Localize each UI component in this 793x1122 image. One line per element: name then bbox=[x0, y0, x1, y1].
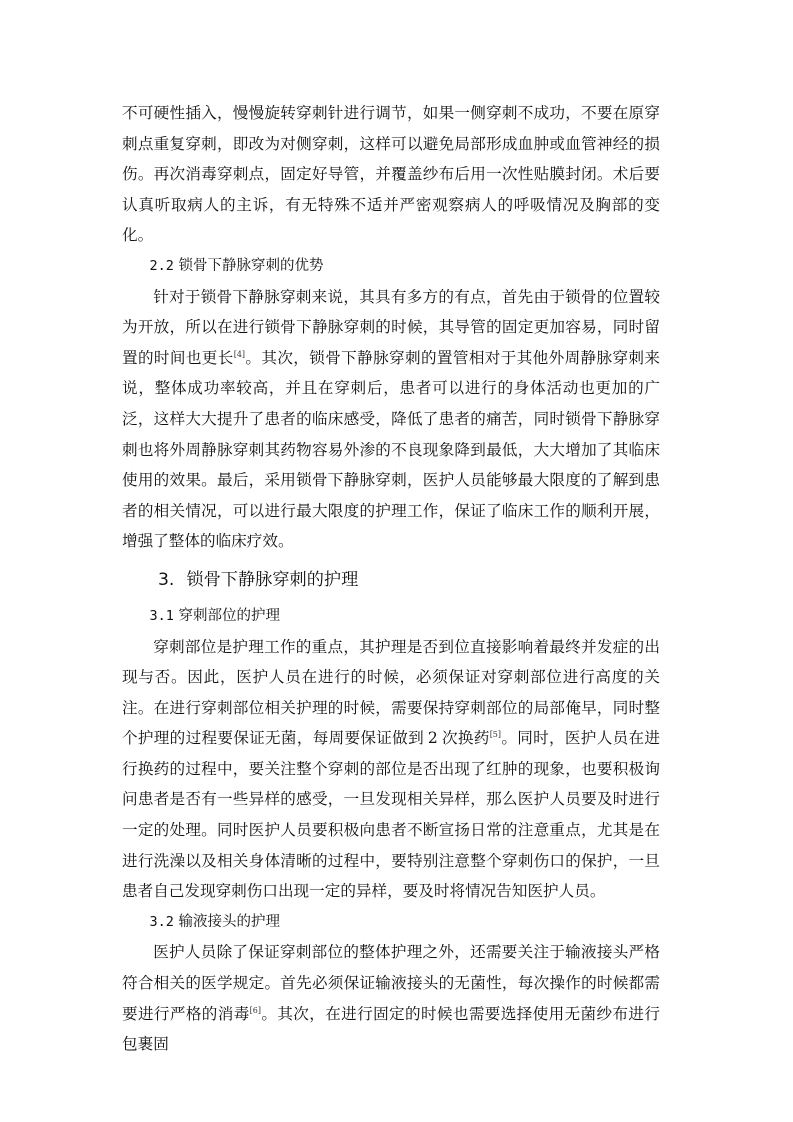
subheading-number: 3.1 bbox=[149, 607, 174, 624]
text-run: 穿刺部位是护理工作的重点，其护理是否到位直接影响着最终并发症的出现与否。因此，医护人员在进行的时候，必须保证对穿刺部位进行高度的关注。在进行穿刺部位相关护理的时候，需要保持穿刺部位的局部俺早，同时整个护理的过程要保证无菌，每周要保证做到 bbox=[122, 637, 660, 748]
subheading-number: 3.2 bbox=[149, 913, 174, 930]
subheading-3-1 bbox=[122, 601, 660, 632]
document-page bbox=[122, 98, 660, 1060]
subheading-3-2 bbox=[122, 907, 660, 938]
subheading-title: 输液接头的护理 bbox=[178, 913, 281, 930]
citation-6: [6] bbox=[249, 1005, 262, 1015]
text-run: 2 bbox=[427, 729, 438, 748]
paragraph-puncture-procedure: 不可硬性插入，慢慢旋转穿刺针进行调节，如果一侧穿刺不成功，不要在原穿刺点重复穿刺，即改为对侧穿刺，这样可以避免局部形成血肿或血管神经的损伤。再次消毒穿刺点，固定好导管，并覆盖纱布后用一次性贴膜封闭。术后要认真听取病人的主诉，有无特殊不适并严密观察病人的呼吸情况及胸部的变化。 bbox=[122, 104, 660, 245]
text-run: 。其次，在进行固定的时候也需要选择使用无菌纱布进行包裹固 bbox=[122, 1004, 660, 1054]
paragraph-infusion-connector-care bbox=[122, 937, 660, 1059]
section-heading-3 bbox=[122, 563, 660, 597]
section-title: 锁骨下静脉穿刺的护理 bbox=[186, 569, 359, 590]
citation-5: [5] bbox=[489, 730, 502, 740]
text-run: 次换药 bbox=[441, 729, 490, 748]
subheading-number: 2.2 bbox=[149, 257, 174, 274]
paragraph-advantages bbox=[122, 282, 660, 557]
paragraph-puncture-site-care bbox=[122, 632, 660, 907]
citation-4: [4] bbox=[233, 349, 246, 359]
text-run: 。同时，医护人员在进行换药的过程中，要关注整个穿刺的部位是否出现了红肿的现象，也要积极询问患者是否有一些异样的感受，一旦发现相关异样，那么医护人员要及时进行一定的处理。同时医护人员要积极向患者不断宣扬日常的注意重点，尤其是在进行洗澡以及相关身体清晰的过程中，要特别注意整个穿刺伤口的保护，一旦患者自己发现穿刺伤口出现一定的异样，要及时将情况告知医护人员。 bbox=[122, 729, 660, 901]
subheading-2-2 bbox=[122, 251, 660, 282]
subheading-title: 锁骨下静脉穿刺的优势 bbox=[178, 257, 324, 274]
text-run: 医护人员除了保证穿刺部位的整体护理之外，还需要关注于输液接头严格符合相关的医学规定。首先必须保证输液接头的无菌性，每次操作的时候都需要进行严格的消毒 bbox=[122, 943, 660, 1023]
text-run: 。其次，锁骨下静脉穿刺的置管相对于其他外周静脉穿刺来说，整体成功率较高，并且在穿刺后，患者可以进行的身体活动也更加的广泛，这样大大提升了患者的临床感受，降低了患者的痛苦，同时锁骨下静脉穿刺也将外周静脉穿刺其药物容易外渗的不良现象降到最低，大大增加了其临床使用的效果。最后，采用锁骨下静脉穿刺，医护人员能够最大限度的了解到患者的相关情况，可以进行最大限度的护理工作，保证了临床工作的顺利开展，增强了整体的临床疗效。 bbox=[122, 348, 660, 551]
section-number: 3. bbox=[158, 569, 175, 590]
subheading-title: 穿刺部位的护理 bbox=[178, 607, 281, 624]
text-run: 针对于锁骨下静脉穿刺来说，其具有多方的有点，首先由于锁骨的位置较为开放，所以在进行锁骨下静脉穿刺的时候，其导管的固定更加容易，同时留置的时间也更长 bbox=[122, 287, 660, 367]
